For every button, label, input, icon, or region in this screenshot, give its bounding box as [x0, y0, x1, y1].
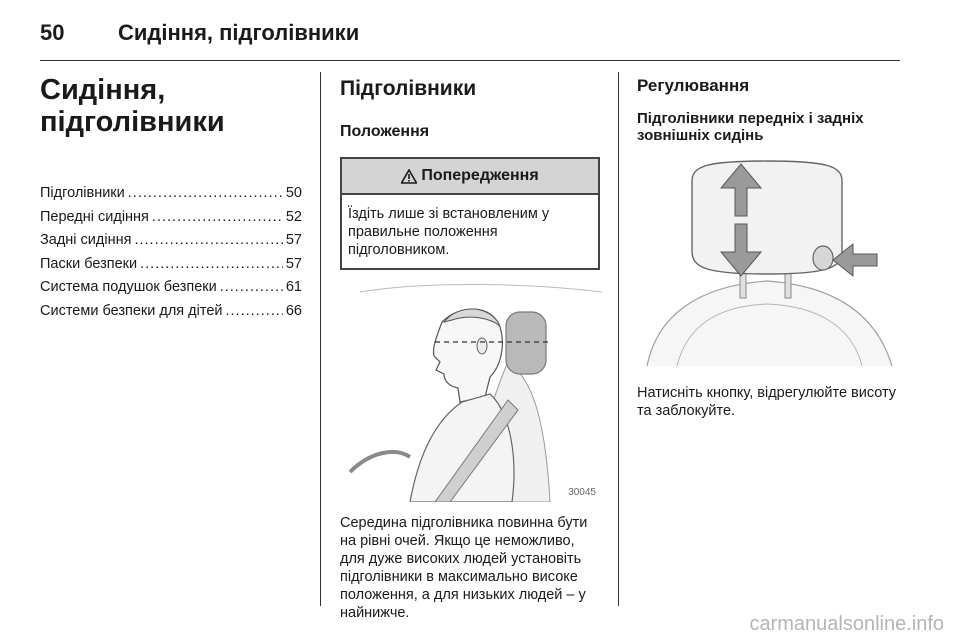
- toc-item-page: 61: [285, 279, 302, 295]
- toc-item[interactable]: [40, 206, 302, 230]
- toc-item-label: Передні сидіння: [40, 208, 149, 225]
- toc-item[interactable]: [40, 229, 302, 253]
- toc-item-label: Підголівники: [40, 185, 125, 201]
- toc-leader: [226, 300, 283, 324]
- warning-text: Їздіть лише зі встановленим у правильне положення підголовником.: [348, 206, 550, 258]
- header-divider: [40, 60, 900, 61]
- toc-item[interactable]: [40, 182, 302, 206]
- headrest-adjust-illustration: [637, 156, 899, 366]
- toc-leader: [134, 229, 282, 253]
- column-divider: [618, 72, 619, 606]
- toc-item-label: Системи безпеки для дітей: [40, 302, 223, 319]
- watermark: carmanualsonline.info: [749, 613, 944, 635]
- toc-item-page: 52: [285, 208, 302, 225]
- toc-item-page: 50: [285, 185, 302, 201]
- page-header: [40, 14, 900, 56]
- column-divider: [320, 72, 321, 606]
- position-paragraph: Середина підголівника повинна бути на рівні очей. Якщо це неможливо, для дуже високих людей установіть підголівники в максимально високе положення, а для низьких людей – у найнижче.: [340, 515, 588, 621]
- warning-box: [340, 157, 600, 270]
- adjust-paragraph: Натисніть кнопку, відрегулюйте висоту та заблокуйте.: [637, 385, 897, 419]
- toc-item-page: 66: [285, 302, 302, 319]
- toc-item-label: Паски безпеки: [40, 255, 138, 272]
- column-position: [340, 72, 602, 622]
- toc-item-label: Задні сидіння: [40, 232, 132, 248]
- column-toc: [40, 72, 302, 323]
- toc-item[interactable]: [40, 276, 302, 300]
- headrest-adjust-image: [637, 156, 899, 366]
- chapter-title: Сидіння, підголівники: [40, 74, 225, 138]
- toc-item-page: 57: [285, 232, 302, 248]
- section-subtitle: Положення: [340, 123, 430, 140]
- figure-number: 30045: [568, 487, 596, 498]
- toc-leader: [128, 182, 283, 206]
- driver-headrest-image: [340, 282, 602, 502]
- table-of-contents: [40, 182, 302, 323]
- toc-item-label: Система подушок безпеки: [40, 279, 217, 295]
- toc-item-page: 57: [285, 255, 302, 272]
- adjust-title: Регулювання: [637, 76, 750, 95]
- column-adjustment: [637, 72, 900, 420]
- section-title: Підголівники: [340, 77, 477, 100]
- toc-leader: [220, 276, 283, 300]
- warning-header: [342, 159, 598, 195]
- warning-title: Попередження: [421, 167, 539, 184]
- headrest-position-illustration: [340, 282, 602, 502]
- running-title: Сидіння, підголівники: [118, 20, 360, 45]
- adjust-subtitle: Підголівники передніх і задніх зовнішніх сидінь: [637, 110, 864, 144]
- warning-triangle-icon: [401, 169, 417, 184]
- toc-leader: [140, 253, 283, 277]
- page-number: 50: [40, 20, 65, 45]
- toc-leader: [152, 206, 283, 230]
- toc-item[interactable]: [40, 253, 302, 277]
- toc-item[interactable]: [40, 300, 302, 324]
